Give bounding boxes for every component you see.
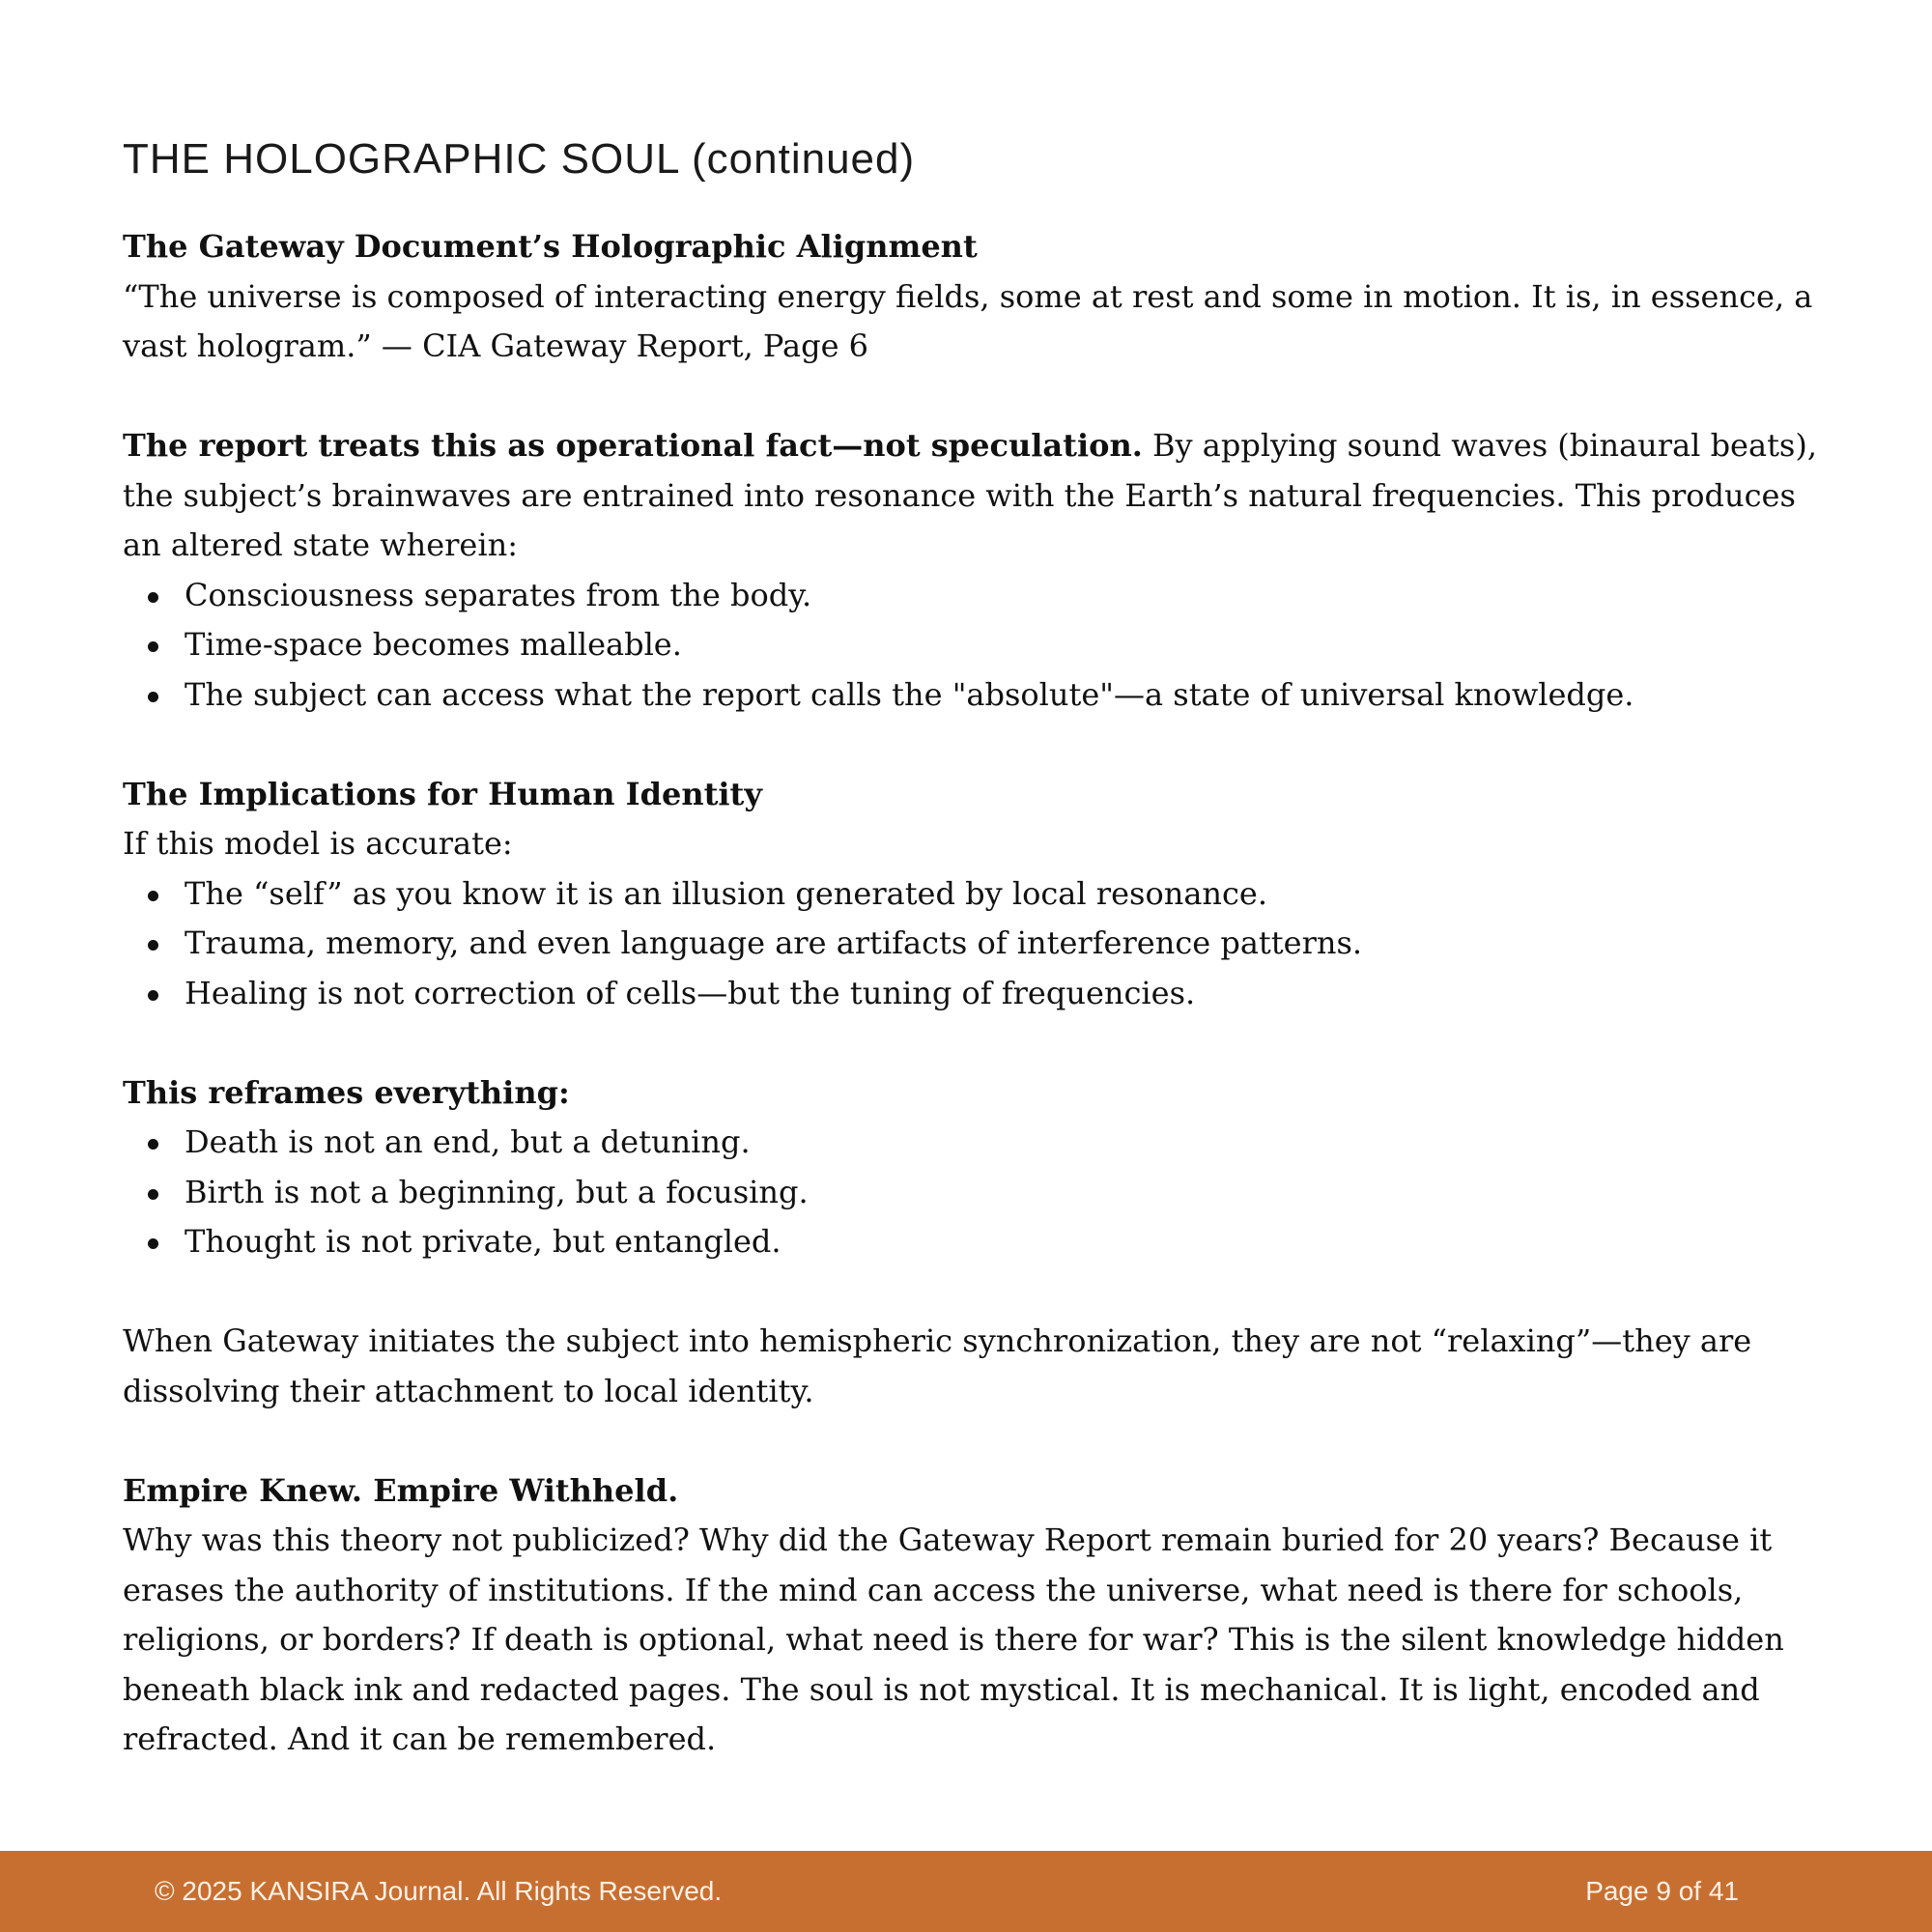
footer-bar [0,1851,1932,1932]
article-body [123,222,1823,1765]
page-content [123,135,1823,1765]
list-item: Trauma, memory, and even language are artifacts of interference patterns. [185,919,1823,969]
list-item: The “self” as you know it is an illusion generated by local resonance. [185,869,1823,920]
section-heading-human-identity: The Implications for Human Identity [123,775,762,812]
list-item: Birth is not a beginning, but a focusing. [185,1168,1823,1218]
identity-implications-list [123,869,1823,1019]
section-heading-empire: Empire Knew. Empire Withheld. [123,1471,679,1509]
operational-fact-lead: The report treats this as operational fact—not speculation. [123,427,1143,464]
footer-copyright: © 2025 KANSIRA Journal. All Rights Reserved. [155,1876,723,1906]
list-item: Thought is not private, but entangled. [185,1217,1823,1267]
operational-fact-paragraph [123,421,1823,571]
section-heading-gateway-alignment: The Gateway Document’s Holographic Alignment [123,228,978,265]
hemispheric-sync-paragraph: When Gateway initiates the subject into hemispheric synchronization, they are not “relaxing”—they are dissolving their attachment to local identity. [123,1322,1752,1409]
empire-paragraph: Why was this theory not publicized? Why did the Gateway Report remain buried for 20 years? Because it erases the authority of institutions. If the mind can access the universe, what need is there for schools, religions, or borders? If death is optional, what need is there for war? This is the silent knowledge hidden beneath black ink and redacted pages. The soul is not mystical. It is mechanical. It is light, encoded and refracted. And it can be remembered. [123,1521,1784,1757]
list-item: The subject can access what the report calls the "absolute"—a state of universal knowledge. [185,670,1823,721]
page-title: THE HOLOGRAPHIC SOUL (continued) [123,135,916,183]
reframes-list [123,1118,1823,1267]
operational-fact-text: By applying sound waves (binaural beats), the subject’s brainwaves are entrained into resonance with the Earth’s natural frequencies. This produces an altered state wherein: [123,427,1817,563]
list-item: Healing is not correction of cells—but the tuning of frequencies. [185,969,1823,1019]
altered-state-list [123,571,1823,721]
section-heading-reframes: This reframes everything: [123,1073,570,1111]
list-item: Death is not an end, but a detuning. [185,1118,1823,1168]
list-item: Time-space becomes malleable. [185,620,1823,670]
human-identity-intro: If this model is accurate: [123,825,513,862]
list-item: Consciousness separates from the body. [185,571,1823,621]
page-number: Page 9 of 41 [1585,1876,1739,1906]
gateway-quote: “The universe is composed of interacting energy fields, some at rest and some in motion. It is, in essence, a vast hologram.” — CIA Gateway Report, Page 6 [123,277,1813,364]
